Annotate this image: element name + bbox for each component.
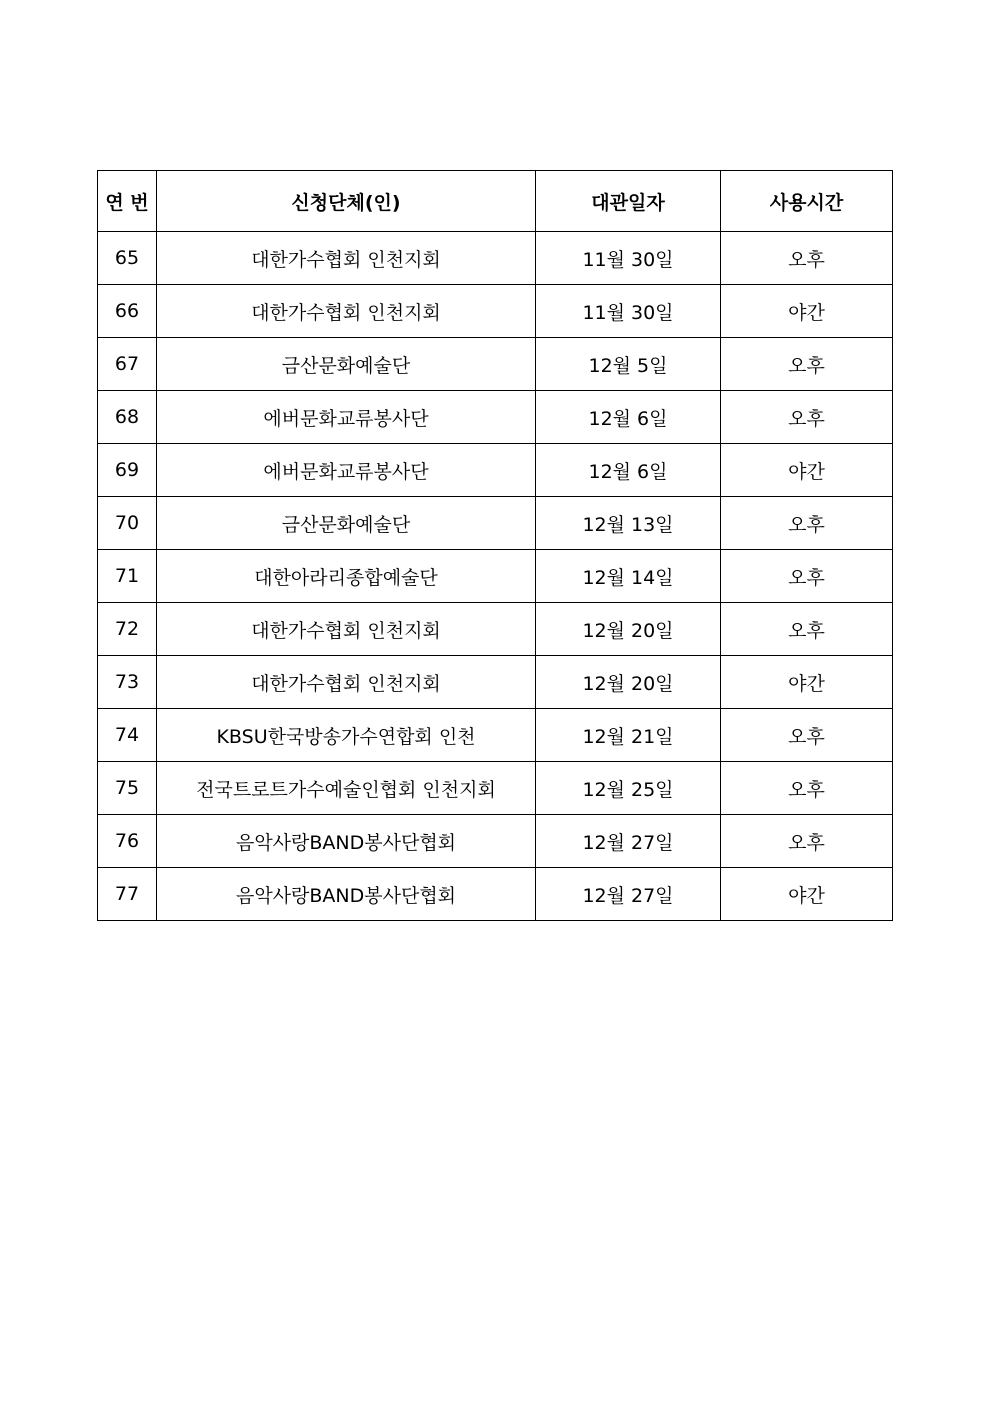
table-row: [98, 391, 893, 444]
cell-number: 67: [98, 338, 157, 391]
cell-usage-time: 오후: [721, 338, 893, 391]
cell-applicant: 금산문화예술단: [157, 497, 536, 550]
cell-usage-time: 오후: [721, 232, 893, 285]
cell-usage-time: 야간: [721, 444, 893, 497]
cell-number: 77: [98, 868, 157, 921]
cell-rental-date: 12월 20일: [536, 603, 721, 656]
cell-applicant: KBSU한국방송가수연합회 인천: [157, 709, 536, 762]
cell-usage-time: 오후: [721, 497, 893, 550]
cell-number: 71: [98, 550, 157, 603]
cell-number: 65: [98, 232, 157, 285]
cell-rental-date: 11월 30일: [536, 232, 721, 285]
cell-rental-date: 12월 13일: [536, 497, 721, 550]
cell-number: 75: [98, 762, 157, 815]
cell-usage-time: 야간: [721, 868, 893, 921]
cell-rental-date: 12월 21일: [536, 709, 721, 762]
table-row: [98, 656, 893, 709]
cell-applicant: 대한가수협회 인천지회: [157, 232, 536, 285]
table-row: [98, 603, 893, 656]
cell-rental-date: 12월 25일: [536, 762, 721, 815]
table-header-row: [98, 171, 893, 232]
cell-rental-date: 12월 14일: [536, 550, 721, 603]
cell-usage-time: 오후: [721, 709, 893, 762]
cell-usage-time: 오후: [721, 391, 893, 444]
cell-usage-time: 오후: [721, 603, 893, 656]
cell-number: 76: [98, 815, 157, 868]
cell-applicant: 대한가수협회 인천지회: [157, 285, 536, 338]
cell-number: 68: [98, 391, 157, 444]
cell-rental-date: 11월 30일: [536, 285, 721, 338]
header-applicant: 신청단체(인): [157, 171, 536, 232]
cell-number: 70: [98, 497, 157, 550]
cell-rental-date: 12월 5일: [536, 338, 721, 391]
table-row: [98, 444, 893, 497]
cell-number: 72: [98, 603, 157, 656]
cell-applicant: 전국트로트가수예술인협회 인천지회: [157, 762, 536, 815]
header-rental-date: 대관일자: [536, 171, 721, 232]
cell-applicant: 대한가수협회 인천지회: [157, 656, 536, 709]
cell-rental-date: 12월 6일: [536, 391, 721, 444]
cell-applicant: 음악사랑BAND봉사단협회: [157, 815, 536, 868]
cell-usage-time: 오후: [721, 762, 893, 815]
table-row: [98, 285, 893, 338]
cell-usage-time: 야간: [721, 656, 893, 709]
cell-usage-time: 오후: [721, 550, 893, 603]
cell-number: 74: [98, 709, 157, 762]
cell-rental-date: 12월 27일: [536, 868, 721, 921]
cell-rental-date: 12월 27일: [536, 815, 721, 868]
cell-number: 73: [98, 656, 157, 709]
cell-applicant: 금산문화예술단: [157, 338, 536, 391]
cell-rental-date: 12월 20일: [536, 656, 721, 709]
cell-applicant: 에버문화교류봉사단: [157, 391, 536, 444]
cell-usage-time: 야간: [721, 285, 893, 338]
table-row: [98, 338, 893, 391]
table-row: [98, 232, 893, 285]
table-row: [98, 497, 893, 550]
cell-usage-time: 오후: [721, 815, 893, 868]
header-usage-time: 사용시간: [721, 171, 893, 232]
header-number: 연 번: [98, 171, 157, 232]
table-row: [98, 550, 893, 603]
table-row: [98, 762, 893, 815]
table-row: [98, 868, 893, 921]
cell-applicant: 음악사랑BAND봉사단협회: [157, 868, 536, 921]
table-row: [98, 815, 893, 868]
cell-number: 66: [98, 285, 157, 338]
cell-applicant: 대한아라리종합예술단: [157, 550, 536, 603]
cell-number: 69: [98, 444, 157, 497]
rental-schedule-table: [97, 170, 893, 921]
cell-rental-date: 12월 6일: [536, 444, 721, 497]
table-row: [98, 709, 893, 762]
cell-applicant: 에버문화교류봉사단: [157, 444, 536, 497]
cell-applicant: 대한가수협회 인천지회: [157, 603, 536, 656]
